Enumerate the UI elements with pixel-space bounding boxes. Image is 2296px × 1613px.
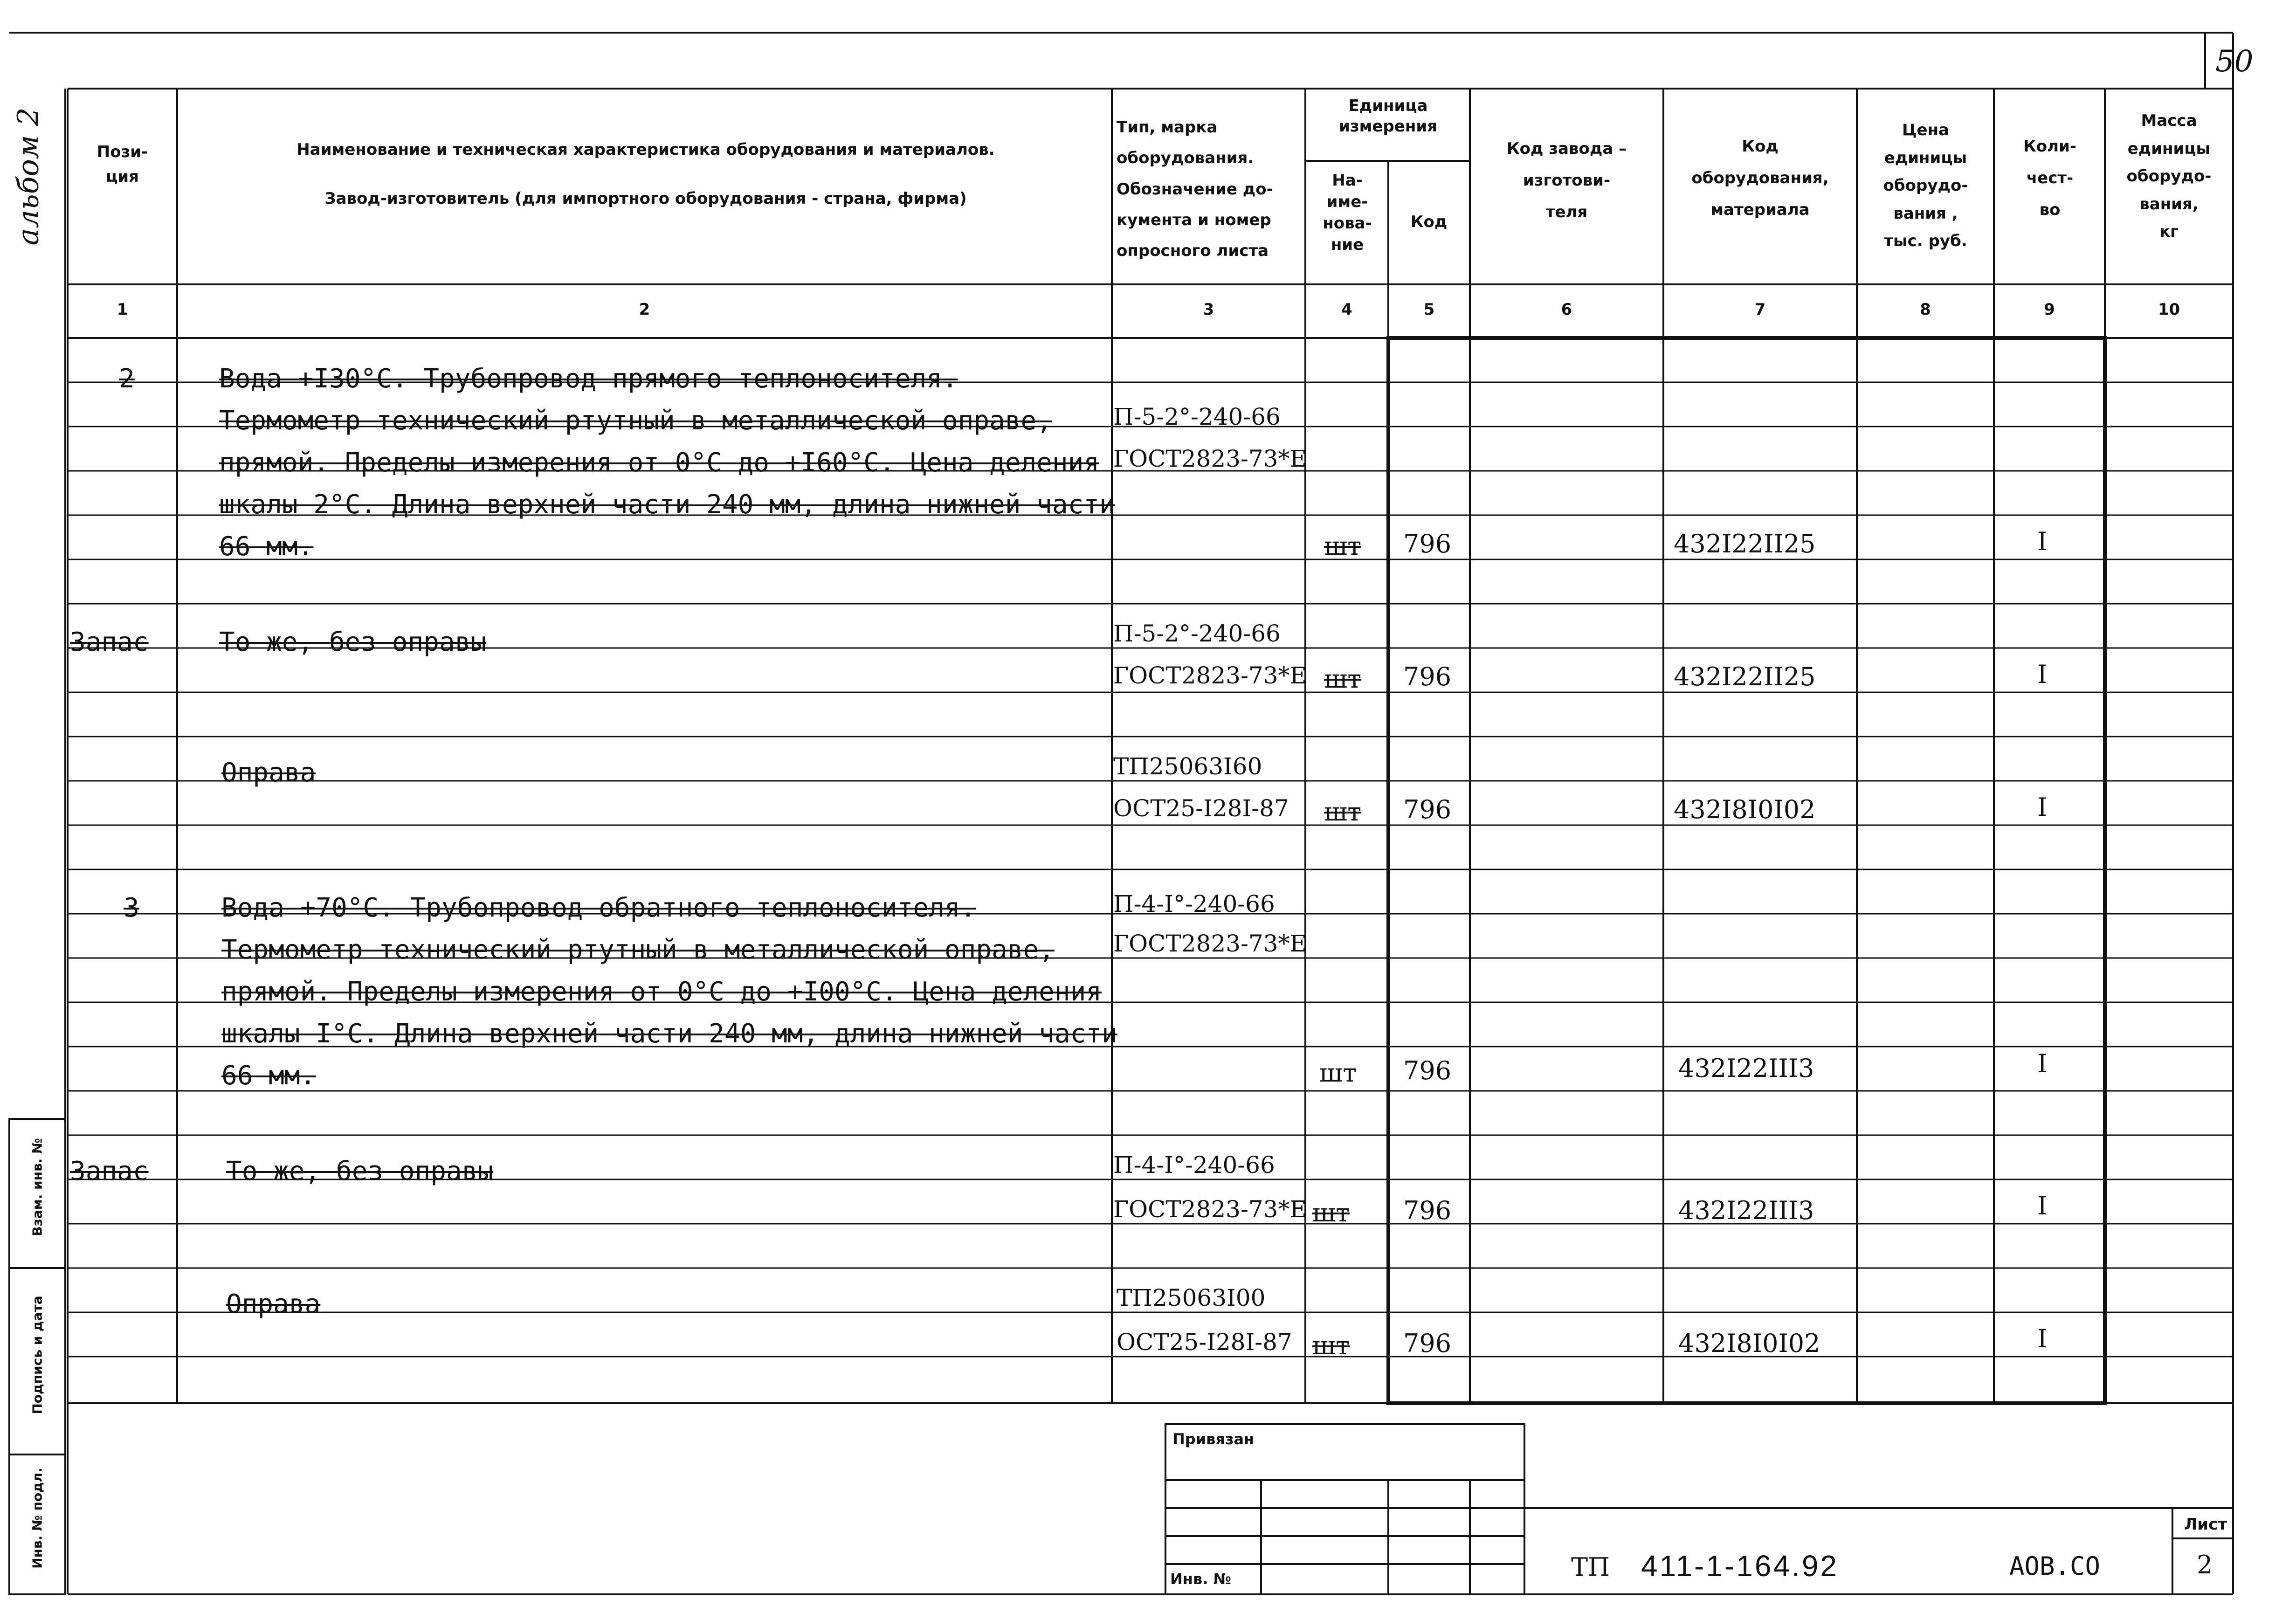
header-mass: Масса единицы оборудо- вания, кг xyxy=(2126,111,2212,241)
row-desc-line: прямой. Пределы измерения от 0°С до +I00°С. Цена деления xyxy=(221,977,1102,1007)
row-quantity: I xyxy=(2037,1191,2048,1220)
row-doc: ГОСТ2823-73*Е xyxy=(1113,930,1307,957)
row-unit-code: 796 xyxy=(1403,1329,1452,1358)
row-type: ТП25063I60 xyxy=(1113,753,1262,780)
row-quantity: I xyxy=(2037,1324,2048,1353)
row-desc-line: То же, без оправы xyxy=(226,1156,494,1186)
stamp-signature-date: Подпись и дата xyxy=(29,1296,45,1414)
stamp-inv-no: Инв. № xyxy=(1170,1570,1231,1588)
row-position: Запас xyxy=(70,627,149,657)
row-desc-line: прямой. Пределы измерения от 0°С до +I60°С. Цена деления xyxy=(219,448,1100,478)
stamp-privyazan: Привязан xyxy=(1172,1430,1255,1448)
row-position: 2 xyxy=(119,364,135,394)
row-unit: шт xyxy=(1324,664,1362,694)
row-type: П-5-2°-240-66 xyxy=(1113,403,1281,430)
stamp-inv-podl: Инв. № подл. xyxy=(29,1468,45,1569)
row-unit-code: 796 xyxy=(1403,795,1452,824)
row-unit: шт xyxy=(1324,797,1362,827)
header-type: Тип, марка оборудования. Обозначение до- кумента и номер опросного листа xyxy=(1117,118,1273,261)
header-name-line1: Наименование и техническая характеристика оборудования и материалов. xyxy=(296,140,995,159)
row-doc: ГОСТ2823-73*Е xyxy=(1113,662,1307,689)
row-doc: ОСТ25-I28I-87 xyxy=(1113,795,1289,822)
header-factory-code: Код завода – изготови- теля xyxy=(1506,139,1627,221)
row-type: ТП25063I00 xyxy=(1117,1284,1266,1311)
col-number: 4 xyxy=(1341,300,1352,319)
row-desc-line: 66 мм. xyxy=(221,1061,316,1091)
row-doc: ГОСТ2823-73*Е xyxy=(1113,445,1307,472)
row-unit: шт xyxy=(1319,1058,1357,1088)
stamp-album-code: АОВ.СО xyxy=(2009,1551,2101,1581)
row-quantity: I xyxy=(2037,793,2048,822)
row-doc: ОСТ25-I28I-87 xyxy=(1117,1329,1292,1356)
row-desc-line: 66 мм. xyxy=(219,531,314,562)
row-unit-code: 796 xyxy=(1403,1196,1452,1225)
stamp-vzam-inv: Взам. инв. № xyxy=(29,1138,45,1236)
row-position: 3 xyxy=(124,893,139,923)
stamp-project-number: 411-1-164.92 xyxy=(1641,1549,1839,1583)
header-quantity: Коли- чест- во xyxy=(2023,137,2076,219)
row-quantity: I xyxy=(2037,660,2048,689)
row-doc: ГОСТ2823-73*Е xyxy=(1113,1196,1307,1223)
header-position: Пози- ция xyxy=(97,143,148,186)
stamp-sheet-label: Лист xyxy=(2184,1515,2227,1534)
row-equipment-code: 432I22II25 xyxy=(1674,662,1816,691)
col-number: 7 xyxy=(1754,300,1766,319)
header-unit: Единица измерения xyxy=(1339,97,1437,136)
row-unit-code: 796 xyxy=(1403,1056,1452,1085)
col-number: 9 xyxy=(2044,300,2055,319)
row-unit-code: 796 xyxy=(1403,529,1452,558)
row-unit: шт xyxy=(1312,1331,1350,1360)
row-desc-line: Вода +70°С. Трубопровод обратного теплоносителя. xyxy=(221,893,976,923)
header-unit-name: На- име- нова- ние xyxy=(1323,171,1372,254)
col-number: 1 xyxy=(117,300,128,319)
row-desc-line: То же, без оправы xyxy=(219,627,487,657)
row-unit: шт xyxy=(1324,531,1362,561)
page-number-top: 50 xyxy=(2215,44,2254,79)
row-equipment-code: 432I22III3 xyxy=(1678,1054,1814,1083)
row-desc-line: Оправа xyxy=(226,1289,321,1319)
col-number: 10 xyxy=(2158,300,2180,319)
album-handwritten-label: альбом 2 xyxy=(11,107,45,246)
row-position: Запас xyxy=(70,1156,149,1186)
row-unit: шт xyxy=(1312,1198,1350,1227)
col-number: 2 xyxy=(639,300,650,319)
header-unit-code: Код xyxy=(1410,213,1448,231)
row-desc-line: шкалы 2°С. Длина верхней части 240 мм, длина нижней части xyxy=(219,489,1115,520)
row-quantity: I xyxy=(2037,527,2048,556)
row-type: П-4-I°-240-66 xyxy=(1113,1151,1275,1179)
stamp-tp: ТП xyxy=(1571,1552,1610,1582)
row-desc-line: Термометр технический ртутный в металлической оправе, xyxy=(219,406,1052,436)
row-equipment-code: 432I8I0I02 xyxy=(1678,1329,1820,1358)
col-number: 8 xyxy=(1920,300,1931,319)
row-equipment-code: 432I8I0I02 xyxy=(1674,795,1816,824)
col-number: 5 xyxy=(1423,300,1435,319)
col-number: 6 xyxy=(1561,300,1572,319)
header-price: Цена единицы оборудо- вания , тыс. руб. xyxy=(1883,121,1968,250)
row-desc-line: Оправа xyxy=(221,758,316,788)
row-type: П-4-I°-240-66 xyxy=(1113,890,1275,917)
row-desc-line: шкалы I°С. Длина верхней части 240 мм, длина нижней части xyxy=(221,1019,1117,1049)
row-desc-line: Вода +I30°C. Трубопровод прямого теплоносителя. xyxy=(219,364,958,394)
row-equipment-code: 432I22III3 xyxy=(1678,1196,1814,1225)
stamp-sheet-number: 2 xyxy=(2197,1550,2213,1579)
row-desc-line: Термометр технический ртутный в металлической оправе, xyxy=(221,935,1055,965)
col-number: 3 xyxy=(1203,300,1214,319)
row-type: П-5-2°-240-66 xyxy=(1113,620,1281,647)
row-unit-code: 796 xyxy=(1403,662,1452,691)
row-quantity: I xyxy=(2037,1049,2048,1078)
row-equipment-code: 432I22II25 xyxy=(1674,529,1816,558)
header-equipment-code: Код оборудования, материала xyxy=(1691,137,1829,219)
header-name-line2: Завод-изготовитель (для импортного оборудования - страна, фирма) xyxy=(324,189,967,208)
